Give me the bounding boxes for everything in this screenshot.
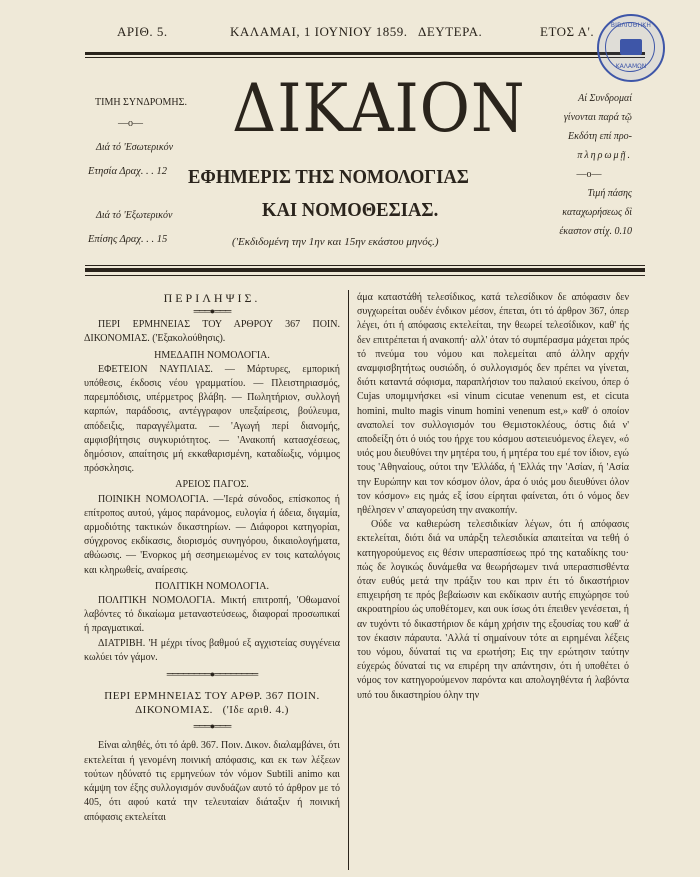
publication-frequency: ('Εκδιδομένη την 1ην και 15ην εκάστου μηνός.) bbox=[232, 236, 439, 248]
contents-item-3-heading: ΑΡΕΙΟΣ ΠΑΓΟΣ. bbox=[175, 479, 249, 491]
masthead-rule-thick bbox=[85, 268, 645, 272]
subscription-heading: ΤΙΜΗ ΣΥΝΔΡΟΜΗΣ. bbox=[95, 97, 187, 108]
article-continuation: άμα καταστάθή τελεσίδικος, κατά τελεσίδικον δε απόφασιν δεν συγχωρείται ουδέν ένδικον μέσον, έπεται, ότι τό άρθρον 367, όπερ λέγει, ότι ή απόφασις εκτελείται, την θεωρεί τελεσίδικον, καθ' ής δεν επιτρέπεται ή ανακοπή· αλλ' όταν τό συμπέρασμα μάχεται πρός τό πνεύμα του νόμου και πολεμείται από άλλην αρχήν αναμφισβητήτως ουσιώδη, ό συλλογισμός δεν πρέπει να γίνεται, διότι καταντά σόφισμα, παραπλήσιον του παλαιού εκείνου, όπερ ό Cujas υπομιμνήσκει «si vinum cicutae venenum est, et cicuta homini, multo magis vinum homini venenum est,» καθ' ό οποίον αναπολεί τον συλλογισμόν του Θεμιστοκλέους, όστις διά ν' αποδείξη ότι ό υιός του ήρχε του κόσμου αστειευόμενος έλεγεν, «ό υιός μου διευθύνει την μητέρα του, ή μητέρα του εμέ τον ίδιον, εγώ τους 'Αθηναίους, ούτοι την 'Ελλάδα, ή 'Ελλάς την 'Ασίαν, ή 'Ασία την Ευρώπην και τον κόσμον όλον, άρα ό υιός μου διευθύνει όλον τον κόσμον» εις ημάς εξ ίσου είρηται φαίνεται, ότι ό νόμος δεν ηθέλησεν ν' απαγορεύση την ανακοπήν. bbox=[357, 292, 629, 517]
newspaper-title: ΔΙΚΑΙΟΝ bbox=[232, 70, 526, 147]
contents-item-4-body: ΠΟΛΙΤΙΚΗ ΝΟΜΟΛΟΓΙΑ. Μικτή επιτροπή, 'Οθωμανοί λαβόντες τό δικαίωμα μεταναστεύσεως, διαφοραί προσωπικαί ή πραγματικαί. bbox=[84, 595, 340, 635]
notice-line: πληρωμῇ. bbox=[577, 150, 632, 161]
subtitle-line-2: ΚΑΙ ΝΟΜΟΘΕΣΙΑΣ. bbox=[262, 199, 439, 221]
contents-item-5-body: ΔΙΑΤΡΙΒΗ. 'Η μέχρι τίνος βαθμού εξ αγχιστείας συγγένεια κωλύει τόν γάμον. bbox=[84, 637, 340, 663]
ornament-divider: ════════●════════ bbox=[166, 669, 258, 680]
article-paragraph-2: Ούδε να καθιερώση τελεσιδικίαν λέγων, ότι ή απόφασις εκτελείται, διότι διά να υπάρξη τελεσιδικία απαιτείται να τεθή ό κατηγορούμενος εις θέσιν υπερασπίσεως πρό της καταδίκης του· πώς δε λογικώς δυνάμεθα να θεωρήσωμεν τινά υπερασπισθέντα όταν ευθύς μετά την πράξιν του και πριν έτι τό δικαστήριον επιχειρήση τε πρός βεβαίωσιν και εκδίκασιν αυτής επιχώρησε τού ακροατηρίου ώς υποθέτομεν, και ουκ ίσως ότι έπειθεν γενέσεται, ή αν τυχόντι τό δικαστήριον δε κάμη χρήσιν της εξουσίας του καθ' ά τον έκασιν πάραυτα. 'Αλλά τί σημαίνουν τότε αι ειρημέναι λέξεις του νόμου, δύναταί τις να ερωτήση; Εις την ερώτησιν ταύτην εύχερώς δύναταί τις να επιρέρη την απάντησιν, ότι ή υποθέτει ό νόμος τον κατηγορούμενον παρόντα και απολογηθέντα ή λαβόντα υπό του δικαστηρίου όλην την bbox=[357, 519, 629, 701]
library-stamp bbox=[597, 14, 665, 82]
article-ref: ('Ιδε αριθ. 4.) bbox=[222, 704, 289, 717]
year-label: ΕΤΟΣ Α'. bbox=[540, 24, 595, 39]
contents-item-1: ΠΕΡΙ ΕΡΜΗΝΕΙΑΣ ΤΟΥ ΑΡΘΡΟΥ 367 ΠΟΙΝ. ΔΙΚΟΝΟΜΙΑΣ. ('Εξακολούθησις). bbox=[84, 319, 340, 345]
notice-line: καταχωρήσεως δὶ bbox=[562, 207, 632, 218]
notice-line: έκαστον στίχ. 0.10 bbox=[559, 226, 632, 237]
notice-box bbox=[546, 89, 632, 241]
foreign-price: Επίσης Δραχ. . . 15 bbox=[88, 234, 168, 245]
right-column bbox=[357, 291, 629, 873]
contents-item-2-body: ΕΦΕΤΕΙΟΝ ΝΑΥΠΛΙΑΣ. — Μάρτυρες, εμπορική υπόθεσις, έκδοσις νέου γραμματίου. — Πλειστηριασμός, παρεμπόδισις, υπέρμετρος βλάβη. — Πωλητήριον, συλλογή καρπών, παράδοσις, αντέγγραφον υπεξαίρεσις, βούλευμα, απόδειξις, παραγγέλματα. — 'Αγωγή περί διανομής, αμφισβήτησις συγκυριότητος. — 'Ανακοπή κατασχέσεως, δημόσιον, απαίτησις μή εκκαθαρισμένη, καταδίωξις, νόμιμος πρόσκλησις. bbox=[84, 363, 340, 475]
column-divider bbox=[348, 290, 349, 870]
subscription-dash: —ο— bbox=[118, 118, 143, 129]
notice-line: Τιμή πάσης bbox=[587, 188, 632, 199]
notice-line: Εκδότη επί προ- bbox=[568, 131, 632, 142]
ornament-divider: ═══●═══ bbox=[193, 721, 231, 732]
notice-line: Αί Συνδρομαί bbox=[578, 93, 632, 104]
notice-line: —ο— bbox=[576, 169, 602, 180]
article-heading: ΠΕΡΙ ΕΡΜΗΝΕΙΑΣ ΤΟΥ ΑΡΘΡ. 367 ΠΟΙΝ. bbox=[104, 690, 320, 703]
left-column bbox=[84, 291, 340, 873]
masthead-rule-top bbox=[85, 265, 645, 266]
domestic-price: Ετησία Δραχ. . . 12 bbox=[88, 166, 168, 177]
masthead-rule-bottom bbox=[85, 275, 645, 276]
header-rule-thin bbox=[85, 57, 645, 58]
foreign-label: Διά τό 'Εξωτερικόν bbox=[96, 210, 173, 221]
domestic-label: Διά τό 'Εσωτερικόν bbox=[96, 142, 174, 153]
article-heading-2 bbox=[84, 703, 340, 717]
stamp-text-bottom: ΚΑΛΑΜΩΝ bbox=[615, 63, 647, 70]
contents-item-4-heading: ΠΟΛΙΤΙΚΗ ΝΟΜΟΛΟΓΙΑ. bbox=[155, 580, 269, 592]
stamp-text-top: ΒΙΒΛΙΟΘΗΚΗ bbox=[610, 22, 652, 29]
article-heading-2-text: ΔΙΚΟΝΟΜΙΑΣ. bbox=[135, 704, 213, 717]
subtitle-line-1: ΕΦΗΜΕΡΙΣ ΤΗΣ ΝΟΜΟΛΟΓΙΑΣ bbox=[188, 166, 469, 188]
issue-number: ΑΡΙΘ. 5. bbox=[117, 24, 168, 39]
article-paragraph-1: Είναι αληθές, ότι τό άρθ. 367. Ποιν. Δικον. διαλαμβάνει, ότι εκτελείται ή γενομένη ποινική απόφασις, και εκ των λέξεων τούτων ηδύνατό τις ερμηνεύων τόν νόμον Subtili animo και κάμψη τον έξης συλλογισμόν συνδυάζων αυτό τό άρθρον με τό 405, ότι αφού κατά την τελευταίαν διάταξιν ή ποινική απόφασις εκτελείται bbox=[84, 740, 340, 823]
contents-heading: ΠΕΡΙΛΗΨΙΣ. bbox=[163, 291, 261, 305]
header-rule bbox=[85, 52, 645, 55]
ornament-divider: ═══●═══ bbox=[193, 306, 231, 317]
place-date: ΚΑΛΑΜΑΙ, 1 ΙΟΥΝΙΟΥ 1859. bbox=[230, 24, 408, 39]
notice-line: γίνονται παρά τῷ bbox=[563, 112, 632, 123]
contents-item-3-body: ΠΟΙΝΙΚΗ ΝΟΜΟΛΟΓΙΑ. —'Ιερά σύνοδος, επίσκοπος ή επίτροπος αυτού, γάμος παράνομος, ευλογία ή άδεια, διγαμία, αρμοδιότης τακτικών δικαστηρίων. — Διάφοροι κατηγορίαι, σύγχρονος εκδίκασις, διορισμός συνηγόρου, δικαιολογήματα, αθώωσις. — 'Ενορκος μή σεσημειωμένος εν τοις καταλόγοις και κληρωθείς, αναίρεσις. bbox=[84, 493, 340, 576]
weekday: ΔΕΥΤΕΡΑ. bbox=[418, 24, 483, 39]
contents-item-2-heading: ΗΜΕΔΑΠΗ ΝΟΜΟΛΟΓΙΑ. bbox=[154, 349, 270, 361]
book-icon bbox=[620, 39, 642, 55]
